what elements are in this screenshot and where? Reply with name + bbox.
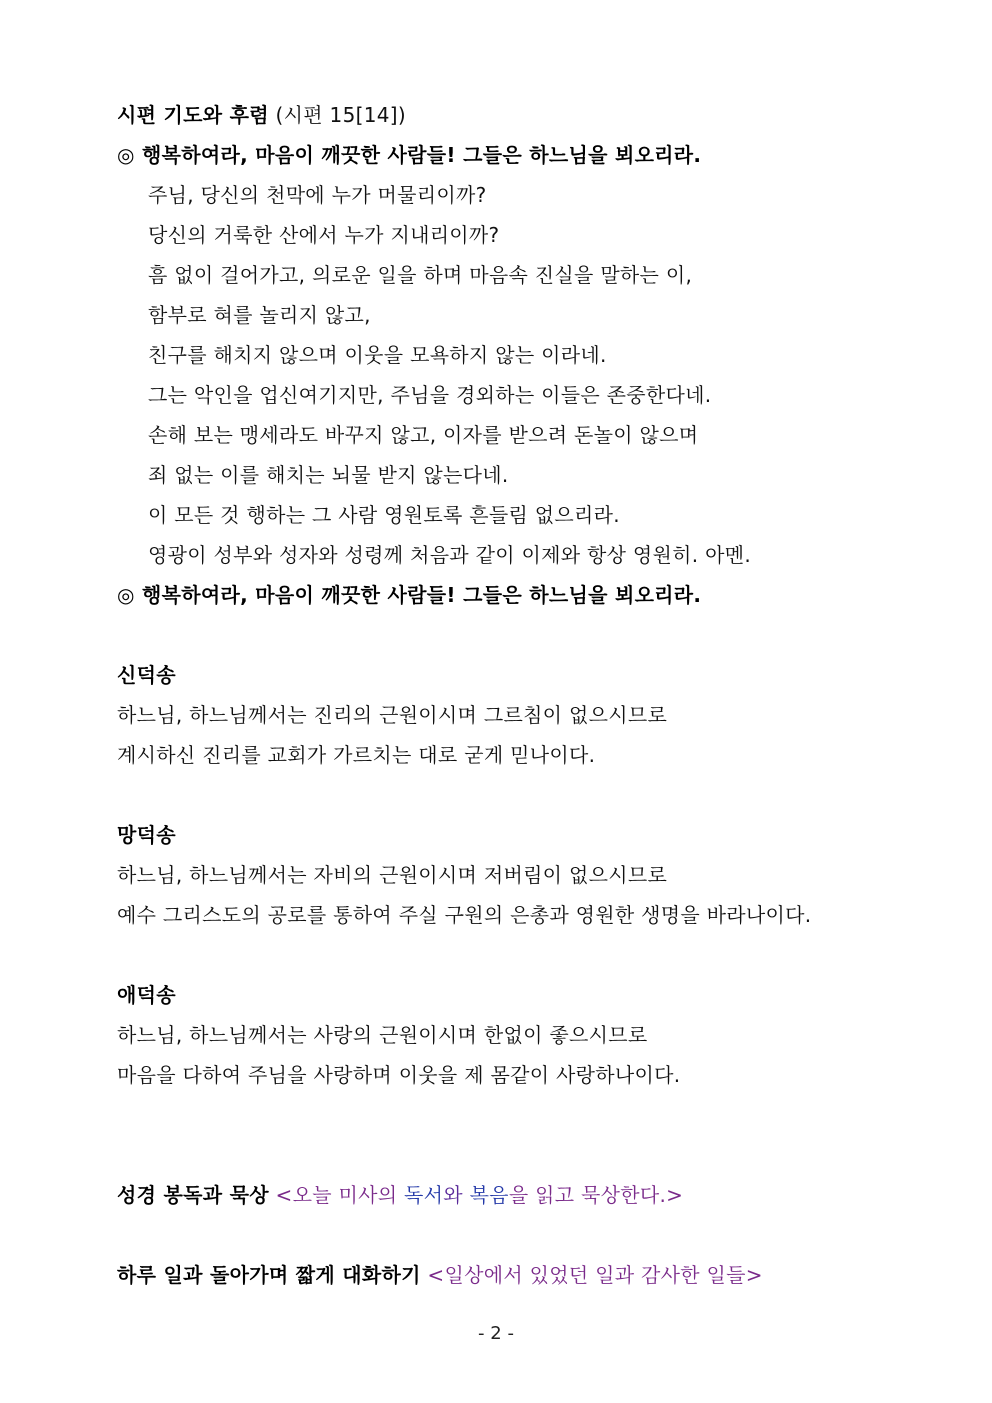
psalm-verse: 당신의 거룩한 산에서 누가 지내리이까? (148, 223, 500, 247)
psalm-heading-line (117, 101, 406, 129)
psalm-verse: 그는 악인을 업신여기지만, 주님을 경외하는 이들은 존중한다네. (148, 383, 712, 407)
love-heading: 애덕송 (117, 983, 176, 1007)
scripture-heading: 성경 봉독과 묵상 (117, 1183, 269, 1207)
hope-heading: 망덕송 (117, 823, 176, 847)
faith-heading: 신덕송 (117, 663, 176, 687)
psalm-verse: 흠 없이 걸어가고, 의로운 일을 하며 마음속 진실을 말하는 이, (148, 263, 693, 287)
page-number: - 2 - (478, 1323, 514, 1344)
daily-line (117, 1261, 763, 1289)
psalm-verse: 손해 보는 맹세라도 바꾸지 않고, 이자를 받으려 돈놀이 않으며 (148, 423, 699, 447)
scripture-note-part: 을 읽고 묵상한다.> (508, 1183, 684, 1207)
daily-heading: 하루 일과 돌아가며 짧게 대화하기 (117, 1263, 421, 1287)
refrain-text: 행복하여라, 마음이 깨끗한 사람들! 그들은 하느님을 뵈오리라. (142, 143, 702, 167)
psalm-verse: 이 모든 것 행하는 그 사람 영원토록 흔들림 없으리라. (148, 503, 620, 527)
scripture-line (117, 1181, 683, 1209)
refrain-symbol-icon: ◎ (117, 583, 135, 607)
faith-line: 계시하신 진리를 교회가 가르치는 대로 굳게 믿나이다. (117, 743, 596, 767)
refrain-text: 행복하여라, 마음이 깨끗한 사람들! 그들은 하느님을 뵈오리라. (142, 583, 702, 607)
love-line: 마음을 다하여 주님을 사랑하며 이웃을 제 몸같이 사랑하나이다. (117, 1063, 681, 1087)
faith-line: 하느님, 하느님께서는 진리의 근원이시며 그르침이 없으시므로 (117, 703, 668, 727)
scripture-note-part: <오늘 미사의 (275, 1183, 405, 1207)
psalm-reference: (시편 15[14]) (275, 103, 406, 127)
psalm-refrain-top (117, 141, 701, 169)
psalm-verse: 죄 없는 이를 해치는 뇌물 받지 않는다네. (148, 463, 509, 487)
psalm-verse: 함부로 혀를 놀리지 않고, (148, 303, 371, 327)
hope-line: 하느님, 하느님께서는 자비의 근원이시며 저버림이 없으시므로 (117, 863, 668, 887)
scripture-note-part: 와 (443, 1183, 470, 1207)
refrain-symbol-icon: ◎ (117, 143, 135, 167)
scripture-note-part: 복음 (469, 1183, 509, 1207)
love-line: 하느님, 하느님께서는 사랑의 근원이시며 한없이 좋으시므로 (117, 1023, 648, 1047)
psalm-refrain-bottom (117, 581, 701, 609)
psalm-heading: 시편 기도와 후렴 (117, 103, 269, 127)
psalm-doxology: 영광이 성부와 성자와 성령께 처음과 같이 이제와 항상 영원히. 아멘. (148, 543, 751, 567)
hope-line: 예수 그리스도의 공로를 통하여 주실 구원의 은총과 영원한 생명을 바라나이다. (117, 903, 812, 927)
daily-note: <일상에서 있었던 일과 감사한 일들> (427, 1263, 763, 1287)
scripture-note-part: 독서 (404, 1183, 444, 1207)
psalm-verse: 친구를 해치지 않으며 이웃을 모욕하지 않는 이라네. (148, 343, 607, 367)
psalm-verse: 주님, 당신의 천막에 누가 머물리이까? (148, 183, 487, 207)
